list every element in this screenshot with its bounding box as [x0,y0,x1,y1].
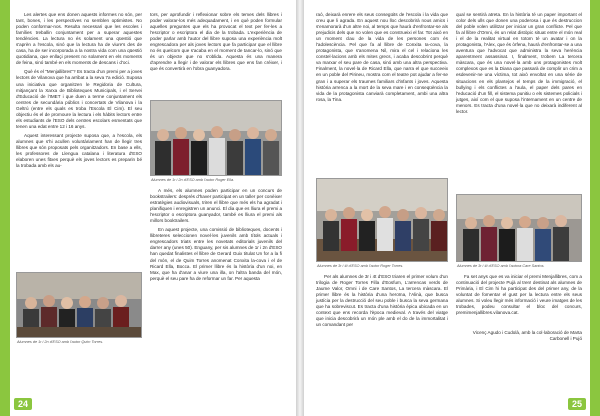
paragraph: Què és el "Menjallibres"? Es tracta d'un premi per a joves lectors de Vilanova que ha arribat a la seva 7a edició. Suposa una iniciativa que organitzen le Regidoria de Cultura, mitjançant la Xarxa de Biblioteques Municipals, i el Servei d'Educació de l'IMET i que duen a terme conjuntament els centres de secundària públics i concertats de Vilanova i la Geltrú (entre els quals es troba l'Escola El Cim). El seu objectiu és el de promoure la lectura i els hàbits lectors entre els estudiants de l'ESO dels centres escolars esmentats que tenen una edat entre 12 i 16 anys. [16,69,142,129]
right-page-column-2-top [456,12,582,118]
photo-caption: Alumnes de 3r i 4t d'ESO amb l'autora Care Santos. [457,264,545,268]
group-photo-illustration [151,101,282,176]
spine-gutter [296,0,304,416]
right-page-column-1-bottom [316,274,448,331]
left-page-column-2-bottom [150,188,282,285]
right-page-column-2-bottom [456,274,582,319]
paragraph: tors, per aprofundir i reflexionar sobre els temes dels llibres i poder valorar-los més adequadament, i en què poden formular aquelles preguntes que els ha provocat el text per fer-les a l'escriptor o escriptora el dia de la trobada. L'experiència de poder parlar amb l'autor del llibre suposa una experiència molt engrescadora per als joves lectors que fa participar que el llibre no és quelcom que s'acaba en el moment de tancar-lo, sinó que és un objecte que no s'oblida. Aquesta és una manera d'aprendre a llegir i de valorar els llibres que ens fan créixer, i que és convertirà en l'obra guanyadora. [150,12,282,72]
paragraph: qual se sentirà atreta. En la història té un paper important el color dels ulls que donen una poderosa i que és destruccion del poble volen utilitzar per iniciar un gran conflicte. Pel que fa al llibre d'Omni, és un relat distòpic situat entre el món real i el de la realitat virtual en totom té un avatar i on la protagonista, l'Alex, que és òrfena, haurà d'enfrontar-se a una aventura que l'advocat que administra la seva herència aparentment assassinat. I, finalment, trobem La tercera màscara, que és una novel·la amb uns protagonistes molt complexos que es la Diana que passarà de complir un crim a esdevenir-ne una víctima, tot això envoltat en una sèrie de situacions en els plantejos el temps de la immigració, el bullying i els conflictes a l'aula, el paper dels pares en l'educació d'un fill, el sistema punitiu o els sistemes policials i jutges, així com el que suposa l'internament en un centre de menors. Es tracta d'una novel·la que no deixarà indiferent al lector. [456,12,582,114]
left-page [0,0,296,416]
photo-caption: Alumnes de 1r i 2n d'ESO amb l'autor Quim Torres. [17,340,104,344]
left-page-column-2-top [150,12,282,75]
article-signature: Vicenç Agudo i Cudolà, amb la col·laboració de Marta Carbonell i Pujó [472,330,582,342]
paragraph: Aquest interessant projecte suposa que, a l'escola, els alumnes que s'hi acullen voluntàriament han de llegir tres llibres que són proposats pels organitzadors. En base a ells, les professores de Llengua catalana i literatura d'ESO elaboren unes fitxes perquè els joves lectors es preparin bé la trobada amb els au- [16,132,142,169]
paragraph: Les alertes que ens donen aquests informes no són, per tant, bones, i les perspectives no semblen optimistes. No poden conformar-nos. Resulta necessari que les escoles i famílies treballin conjuntament per a superar aquestes tendències. La lectura no és solament una qüestió que s'aprèn a l'escola, sinó que la lectura ha de viure's des de casa, ha de ser incorporada a la nostra vida com una qüestió quotidiana, que enllaçi present no solament en els moments de feina, sinó també en els moments de descans i d'oci. [16,12,142,66]
paragraph: Per als alumnes de 3r i 4t d'ESO triaren el primer volum d'un trilogia de Roger Torres Filla d'Eosfum, L'arrencas verds de Jaume Valor, Omni i de Care Santos, La tercera màscara. El primer llibre és la història d'una heroïna, l'Alinà, que busca justícia per la destrucció del seu poble i busca la seva germana que ha sobreviscut. Es tracta d'una història èpica ubicada en un context que ens recorda l'època medieval. A través del viatge que inicia descobrirà un món ple amb el do de la immortalitat i un comandant per [316,274,448,328]
page-number: 25 [568,398,586,410]
paragraph: A més, els alumnes poden participar en un concurs de bookstrailers: després d'haver participat en un taller per conèixer estratègies audiovisuals, triïen el llibre que més els ha agradat i planifiquen i enregistren un anunci. El dia que es lliura el premi a l'escriptor o escriptora guanyador, també es lliura el premi als millors booktrailers. [150,188,282,224]
right-page-accent-band [590,0,600,416]
photo-caption: Alumnes de 1r i 2n d'ESO amb l'autor Roger Ella. [151,178,235,182]
photo-students-quim-torres [16,272,142,338]
paragraph: Fa set anys que es va iniciar el premi Menjallibres, com a continuació del projecte Pujà al tren! destinat als alumnes de Primària, i El Cim hi ha participat des del primer any, de la voluntat de fomentar el gust per la lectura entre els seus alumnes. Si voleu llegir més informació i veure imatges de les trobades, podeu consultar el bloc del concurs, premimenjallibres.vilanova.cat. [456,274,582,316]
page-number: 24 [14,398,32,410]
group-photo-illustration [17,273,142,338]
right-page-column-1-top [316,12,448,106]
paragraph: raó, deixarà enrere els seus consegüits de l'escola i la vida que creu que li agrada. En aquest nou lloc descobrirà nous amics i s'enamorarà d'un altre noi, al temps que haurà d'enfrontar-se als prejudicis dels que no volen que es construeixi el far. Tot això en un moment clau de la vida de les persones com és l'adolescència. Pel que fa al llibre de Conxita Ia-cova, la protagonista, que s'anomena Nil, mira el cel i relaciona les constel·lacions amb els mites grecs, i acaba descobrint perquè va marxar el seu pare de casa, sinó amb una altra perspectiva. Finalment, la novel·la de Ricard Ella, que narra el que succeeix en un poble del Pirineu, mostra com el teatre pot ajudar a fer-se gran i a superar els traumes familiars d'infants i joves. Aquesta història arrenca a la mort de la seva mare i en conseqüència la vida de la protagonista canviarà completament, ambi una altra rosa, la Tina. [316,12,448,102]
left-page-accent-band [0,0,10,416]
photo-students-care-santos [456,194,582,262]
group-photo-illustration [457,195,582,262]
photo-caption: Alumnes de 3r i 4t d'ESO amb l'autor Roger Torres. [317,264,404,268]
group-photo-illustration [317,179,448,262]
paragraph: En aquest projecte, una comissió de biblioteques, docents i llibreteres seleccionen novel·les juvenils amb títols actuals i engrescadors triats entre les novetats editorials juvenils del darrer any (unes 50). Enguany, per sis alumnes de 1r i 2n d'ESO han quedat finalistes el llibre de Gerard Guix titulat Un for a la fi del món, el de Quim Torres anomenat Conxita la-cova i el de Ricard Ella, Bocca. El primer llibre és la història d'un noi, en Max, que ha d'anar a viure una illa, on l'altra banda del món, perquè el seu pare ha de reformar un far. Per aquesta [150,227,282,281]
photo-students-roger-torres [316,178,448,262]
photo-students-roger-ella [150,100,282,176]
left-page-column-1 [16,12,142,172]
right-page [304,0,600,416]
